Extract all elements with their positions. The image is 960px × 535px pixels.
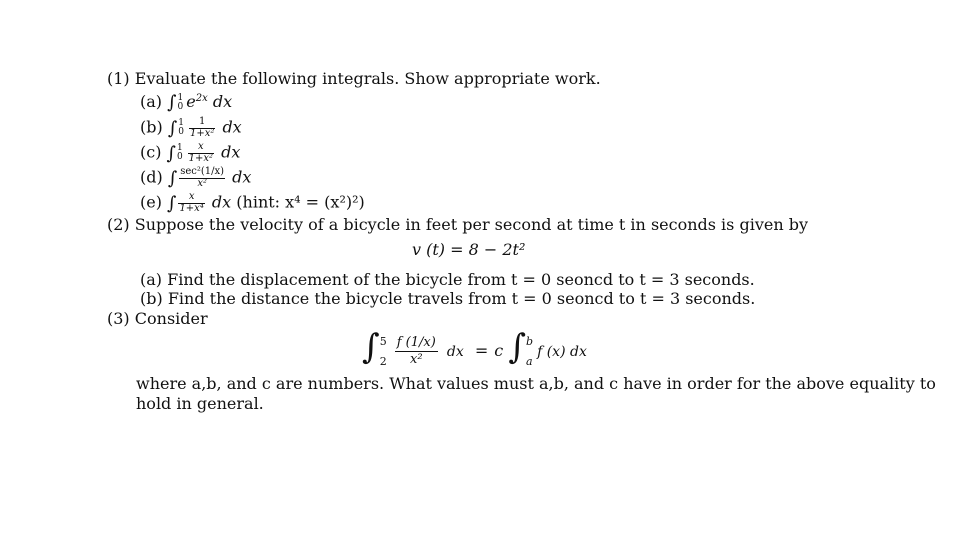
problem-2-prompt: Suppose the velocity of a bicycle in feet per second at time t in seconds is given by [134, 215, 809, 234]
problem-1-heading [107, 71, 601, 87]
velocity-equation: v (t) = 8 − 2t² [412, 240, 526, 259]
rhs-limits: b a [526, 334, 534, 368]
problem-2-heading [107, 217, 808, 233]
problem-2b-label: (b) [140, 289, 163, 308]
lhs-fraction: $\frac{f (1/x)}{\text{x²}}$ [396, 335, 436, 367]
problem-3-text-line2: hold in general. [136, 394, 264, 413]
problem-3-prompt: Consider [134, 309, 208, 328]
integral-sign: ∫ [166, 142, 176, 164]
fraction: $\frac{x}{\text{1+x²}}$ [188, 141, 214, 164]
integral-sign: ∫ [167, 117, 178, 139]
problem-2a-label: (a) [140, 270, 163, 289]
problem-1c: (c) ∫ 1 0 $\frac{x}{\text{1+x²}}$ dx [140, 141, 241, 164]
problem-1e-hint: (hint: x⁴ = (x²)²) [236, 192, 365, 212]
problem-1b-label: (b) [140, 117, 163, 137]
integral-limits: 1 0 [178, 118, 184, 137]
integral-sign: ∫ [362, 327, 380, 367]
fraction: $\frac{\text{sec²(1/x)}}{\text{x²}}$ [180, 166, 225, 189]
problem-1e-label: (e) [140, 192, 162, 212]
integral-sign: ∫ [508, 327, 527, 367]
integral-equality: ∫ 5 2 $\frac{f (1/x)}{\text{x²}}$ dx = c ∫ b a f (x) dx [362, 328, 587, 371]
problem-1-prompt: Evaluate the following integrals. Show appropriate work. [134, 69, 601, 88]
problem-1-number: (1) [107, 69, 130, 88]
problem-2b [140, 291, 755, 307]
problem-1d-label: (d) [140, 167, 163, 187]
problem-1b: (b) ∫ 1 0 $\frac{1}{\text{1+x²}}$ dx [140, 116, 242, 139]
integral-sign: ∫ [167, 167, 178, 189]
integral-limits: 1 0 [176, 143, 183, 162]
problem-3-text-line1: where a,b, and c are numbers. What values must a,b, and c have in order for the above equality to [136, 374, 936, 393]
problem-1c-label: (c) [140, 142, 162, 162]
integral-sign: ∫ [167, 92, 177, 113]
problem-2a [140, 272, 755, 288]
problem-1a-label: (a) [140, 92, 163, 111]
fraction: $\frac{x}{\text{1+x⁴}}$ [179, 191, 204, 214]
problem-1a: (a) ∫ 1 0 $e^{2x}$ dx [140, 92, 233, 113]
problem-2b-text: Find the distance the bicycle travels from t = 0 seoncd to t = 3 seconds. [167, 289, 756, 308]
problem-3-number: (3) [107, 309, 130, 328]
integral-sign: ∫ [167, 192, 177, 214]
problem-2a-text: Find the displacement of the bicycle from t = 0 seoncd to t = 3 seconds. [167, 270, 755, 289]
problem-1d: (d) ∫ $\frac{\text{sec²(1/x)}}{\text{x²}}$ dx [140, 166, 252, 189]
lhs-limits: 5 2 [379, 334, 387, 368]
problem-2-number: (2) [107, 215, 130, 234]
problem-1e: (e) ∫ $\frac{x}{\text{1+x⁴}}$ dx (hint: x⁴ = (x²)²) [140, 191, 365, 214]
problem-3-heading [107, 311, 208, 327]
integral-limits: 1 0 [177, 92, 184, 112]
fraction: $\frac{1}{\text{1+x²}}$ [189, 116, 215, 139]
